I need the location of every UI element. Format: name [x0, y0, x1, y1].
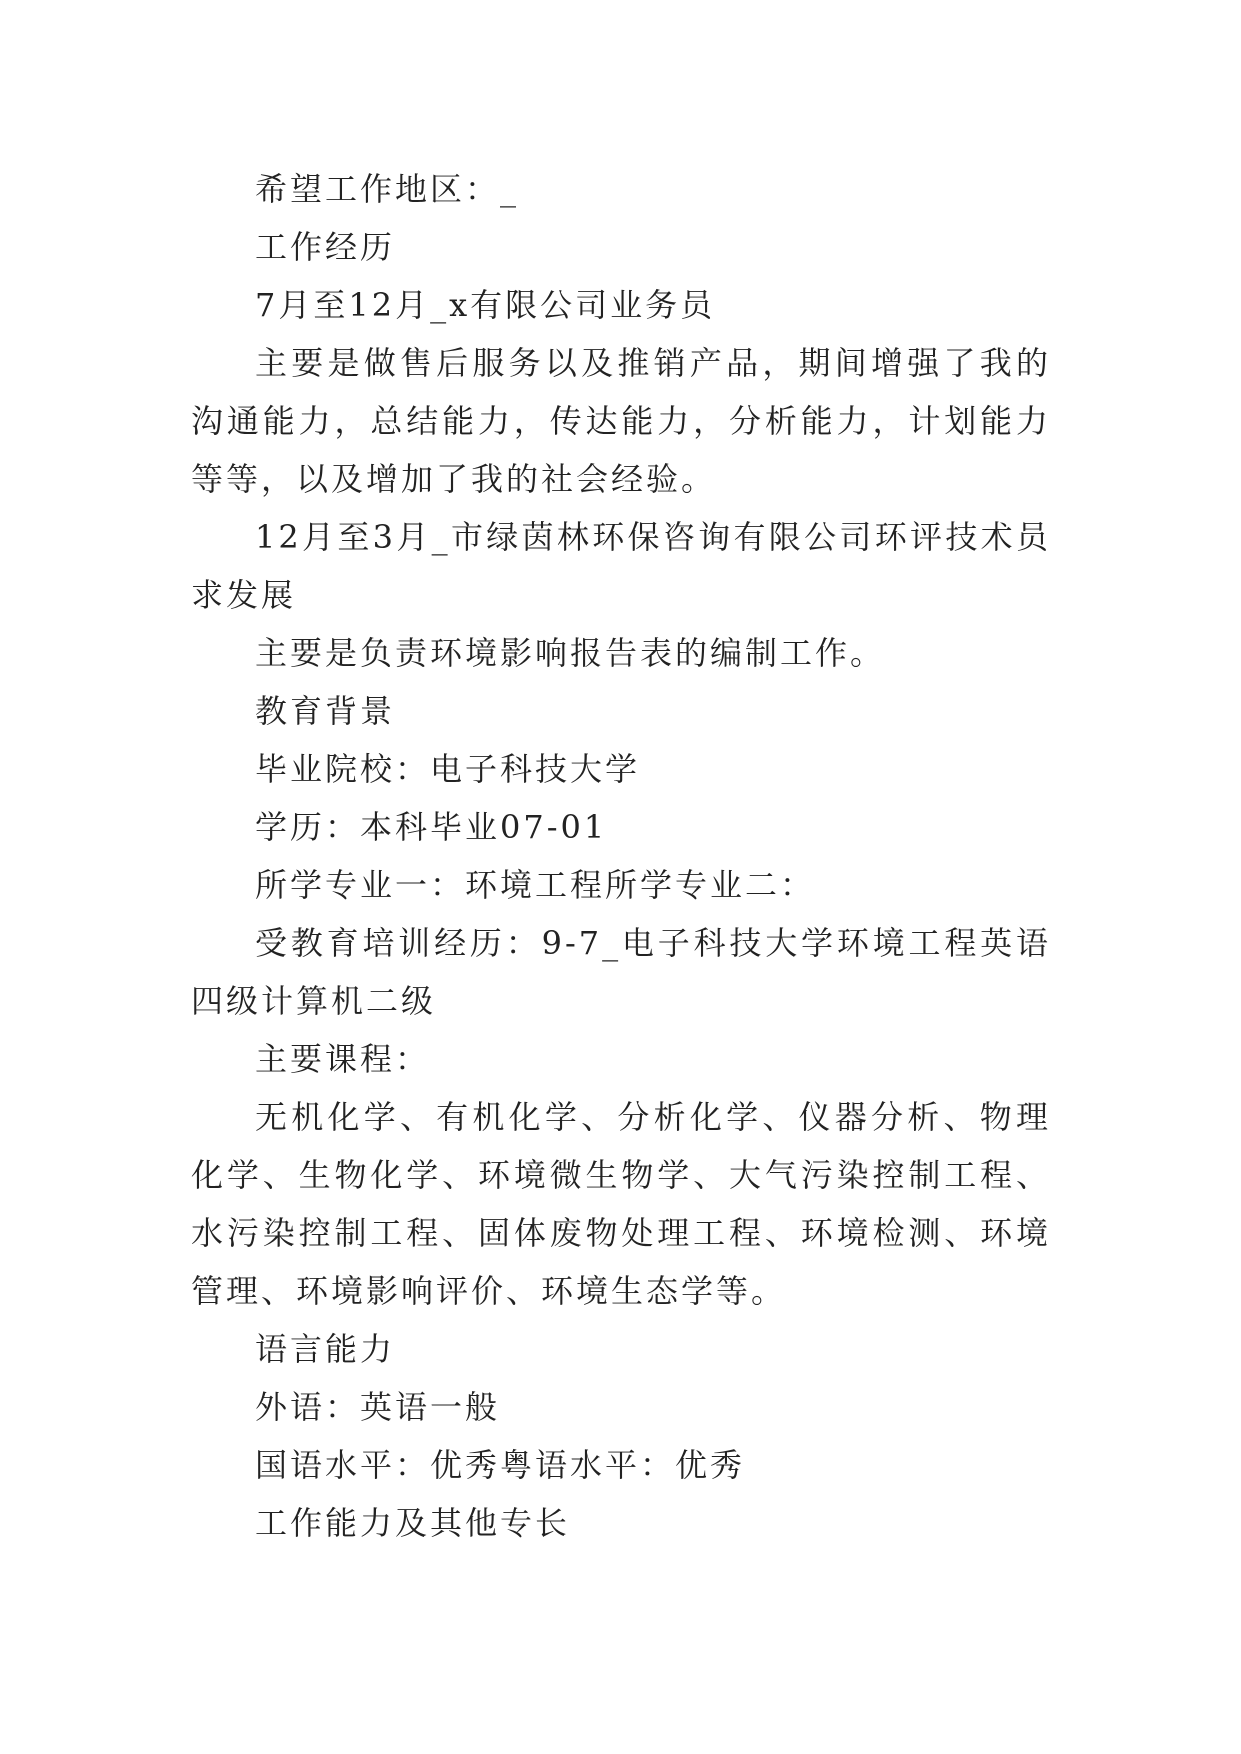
document-body [191, 160, 1051, 1552]
paragraph-job-2-title: 12月至3月_市绿茵林环保咨询有限公司环评技术员求发展 [191, 518, 1051, 614]
heading-main-courses: 主要课程： [255, 1040, 431, 1078]
heading-education-background: 教育背景 [255, 692, 396, 730]
paragraph-degree: 学历：本科毕业07-01 [255, 808, 608, 846]
paragraph-training-experience: 受教育培训经历：9-7_电子科技大学环境工程英语四级计算机二级 [191, 924, 1051, 1020]
paragraph-job-1-title: 7月至12月_x有限公司业务员 [255, 286, 716, 324]
paragraph-course-list: 无机化学、有机化学、分析化学、仪器分析、物理化学、生物化学、环境微生物学、大气污染控制工程、水污染控制工程、固体废物处理工程、环境检测、环境管理、环境影响评价、环境生态学等。 [191, 1098, 1051, 1310]
heading-work-ability-other-skills: 工作能力及其他专长 [255, 1504, 571, 1542]
paragraph-majors: 所学专业一：环境工程所学专业二： [255, 866, 816, 904]
paragraph-job-2-description: 主要是负责环境影响报告表的编制工作。 [255, 634, 886, 672]
paragraph-mandarin-cantonese-level: 国语水平：优秀粤语水平：优秀 [255, 1446, 746, 1484]
paragraph-job-1-description: 主要是做售后服务以及推销产品，期间增强了我的沟通能力，总结能力，传达能力，分析能力，计划能力等等，以及增加了我的社会经验。 [191, 344, 1051, 498]
heading-work-experience: 工作经历 [255, 228, 396, 266]
heading-language-skills: 语言能力 [255, 1330, 396, 1368]
paragraph-graduate-school: 毕业院校：电子科技大学 [255, 750, 641, 788]
paragraph-desired-work-area: 希望工作地区：_ [255, 170, 520, 208]
paragraph-foreign-language: 外语：英语一般 [255, 1388, 501, 1426]
